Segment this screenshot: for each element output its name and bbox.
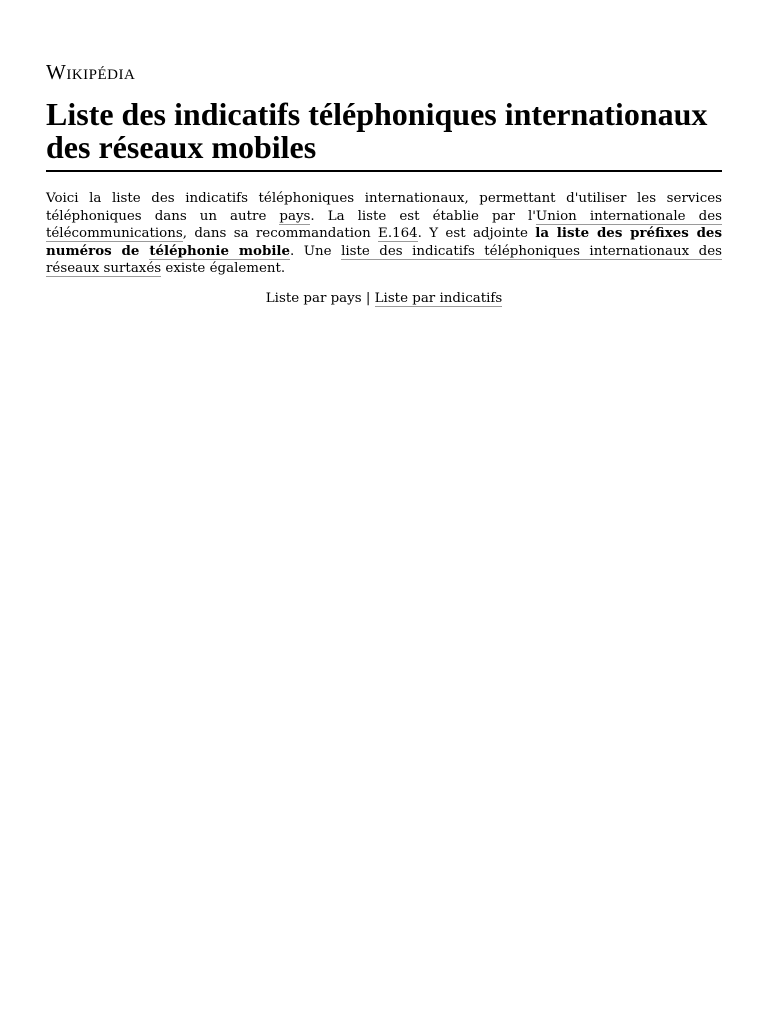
intro-text: , dans sa recommandation (182, 226, 379, 241)
page-title: Liste des indicatifs téléphoniques internationaux des réseaux mobiles (46, 98, 722, 172)
link-liste-par-indicatifs[interactable]: Liste par indicatifs (374, 290, 503, 306)
intro-text: . Y est adjointe (417, 226, 536, 241)
link-liste-reseaux-surtaxes[interactable]: liste des indicatifs téléphoniques internationaux des réseaux surtaxés (46, 243, 722, 276)
intro-text: . Une (290, 243, 342, 259)
article-page (46, 56, 722, 308)
link-union-internationale-telecommunications[interactable]: Union internationale des télécommunications (46, 208, 722, 241)
bold-text: la liste des préfixes des numéros de (46, 225, 722, 259)
intro-text: Voici la liste des indicatifs téléphoniques internationaux, permettant d'utiliser les services téléphoniques dans un autre (46, 191, 722, 224)
separator: | (361, 290, 375, 306)
list-view-switcher (46, 290, 722, 308)
intro-text: . La liste est établie par l' (310, 208, 536, 224)
current-list-label: Liste par pays (265, 290, 362, 306)
wikipedia-wordmark[interactable]: Wikipédia (46, 60, 136, 84)
intro-paragraph (46, 190, 722, 278)
link-telephonie-mobile[interactable]: téléphonie mobile (149, 242, 291, 259)
link-pays[interactable]: pays (279, 208, 311, 224)
intro-text: existe également. (161, 261, 286, 276)
link-e164[interactable]: E.164 (378, 226, 418, 241)
